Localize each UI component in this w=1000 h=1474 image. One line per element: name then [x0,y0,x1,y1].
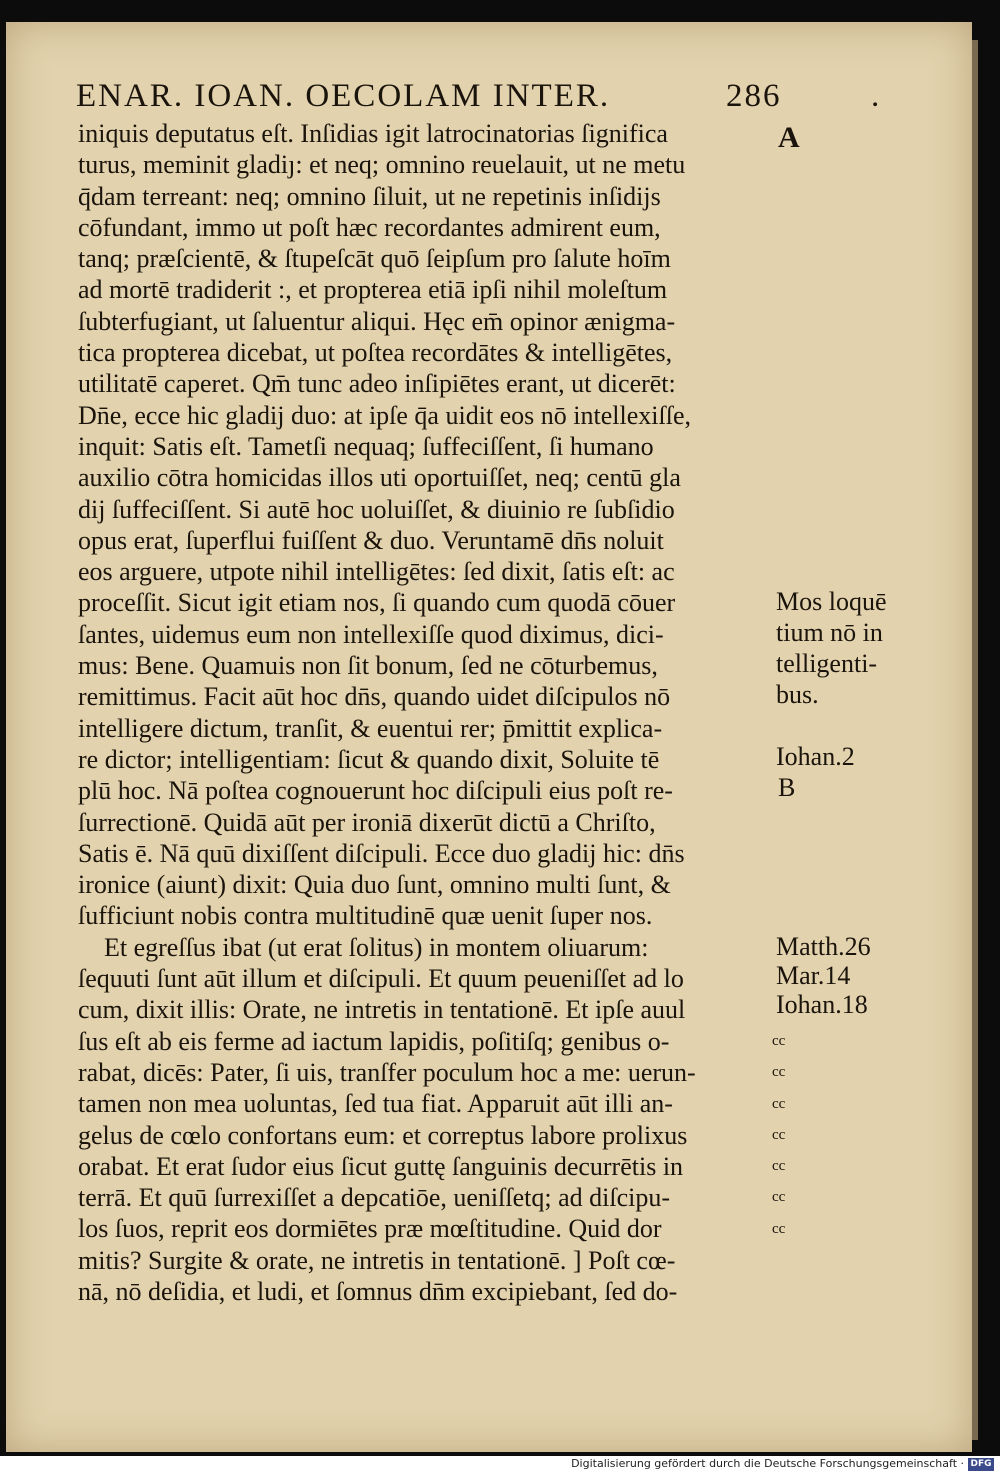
margin-note-mos-loquentium [776,586,887,710]
quote-mark: cc [772,1064,786,1081]
text-line: terrā. Et quū ſurrexiſſet a depcatiōe, ueniſſetq; ad diſcipu- [78,1183,670,1213]
text-line: Et egreſſus ibat (ut erat ſolitus) in montem oliuarum: [104,932,649,962]
margin-ref-matth: Matth.26 [776,932,871,961]
text-line: nā, nō deſidia, et ludi, et ſomnus dn̄m excipiebant, ſed do- [78,1276,678,1306]
text-line: ironice (aiunt) dixit: Quia duo ſunt, omnino multi ſunt, & [78,870,671,900]
text-line: q̄dam terreant: neq; omnino ſiluit, ut ne repetinis inſidijs [78,181,661,211]
margin-note-line: Mos loquē [776,587,887,616]
margin-ref-iohan-18: Iohan.18 [776,990,868,1019]
quotation-marks [772,1033,785,1252]
margin-note-line: telligenti- [776,649,878,678]
text-line: iniquis deputatus eſt. Inſidias igit latrocinatorias ſignifica [78,119,668,148]
text-line: re dictor; intelligentiam: ſicut & quando dixit, Soluite tē [78,744,660,774]
footer-bar [0,1456,1000,1474]
dfg-logo: DFG [968,1458,994,1471]
body-text [78,118,778,1307]
text-line: tanq; præſcientē, & ſtupeſcāt quō ſeipſum pro ſalute hoīm [78,244,671,274]
text-line: intelligere dictum, tranſit, & euentui rer; p̄mittit explica- [78,713,663,743]
text-line: inquit: Satis eſt. Tametſi nequaq; ſuffeciſſent, ſi humano [78,431,654,461]
quote-mark: cc [772,1033,786,1049]
text-line: ſus eſt ab eis ferme ad iactum lapidis, poſitiſq; genibus o- [78,1026,670,1056]
text-line: turus, meminit gladiȷ: et neq; omnino reuelauit, ut ne metu [78,150,686,180]
text-line: plū hoc. Nā poſtea cognouerunt hoc diſcipuli eius poſt re- [78,776,673,806]
text-line: Dn̄e, ecce hic gladij duo: at ipſe q̄a uidit eos nō intellexiſſe, [78,400,691,430]
text-line: gelus de cœlo confortans eum: et correptus labore prolixus [78,1120,688,1150]
text-line: mus: Bene. Quamuis non ſit bonum, ſed ne cōturbemus, [78,651,658,681]
text-line: cum, dixit illis: Orate, ne intretis in tentationē. Et ipſe auul [78,995,686,1025]
text-line: ſufficiunt nobis contra multitudinē quæ uenit ſuper nos. [78,901,653,931]
margin-note-line: bus. [776,680,819,709]
text-line: utilitatē caperet. Qm̄ tunc adeo inſipiētes erant, ut dicerēt: [78,369,676,399]
text-line: cōfundant, immo ut poſt hæc recordantes admirent eum, [78,212,661,242]
text-line: opus erat, ſuperflui fuiſſent & duo. Veruntamē dn̄s noluit [78,525,664,555]
page-edge [972,40,978,1440]
text-line: dij ſuffeciſſent. Si autē hoc uoluiſſet, & diuinio re ſubſidio [78,494,675,524]
text-line: los ſuos, reprit eos dormiētes præ mœſtitudine. Quid dor [78,1214,662,1244]
text-line: ſequuti ſunt aūt illum et diſcipuli. Et quum peueniſſet ad lo [78,964,684,994]
text-line: remittimus. Facit aūt hoc dn̄s, quando uidet diſcipulos nō [78,682,671,712]
page-number: 286 [726,78,782,114]
margin-refs [776,932,871,1019]
text-line: eos arguere, utpote nihil intelligētes: ſed dixit, ſatis eſt: ac [78,557,675,587]
text-line: orabat. Et erat ſudor eius ſicut guttę ſanguinis decurrētis in [78,1151,684,1181]
text-line: mitis? Surgite & orate, ne intretis in tentationē. ] Poſt cœ- [78,1245,676,1275]
margin-letter-a: A [778,121,800,154]
text-line: ad mortē tradiderit :, et propterea etiā ipſi nihil moleſtum [78,275,668,305]
margin-note-line: tium nō in [776,618,883,647]
text-line: ſantes, uidemus eum non intellexiſſe quod diximus, dici- [78,619,664,649]
running-title: ENAR. IOAN. OECOLAM INTER. [76,78,611,114]
text-line: proceſſit. Sicut igit etiam nos, ſi quando cum quodā cōuer [78,588,676,618]
text-line: Satis ē. Nā quū dixiſſent diſcipuli. Ecce duo gladij hic: dn̄s [78,838,685,868]
margin-letter-b: B [778,773,796,802]
quote-mark: cc [772,1095,786,1112]
margin-ref-mar: Mar.14 [776,961,851,990]
header-dot: . [871,78,882,114]
running-header [76,78,882,120]
text-line: ſurrectionē. Quidā aūt per ironiā dixerūt dictū a Chriſto, [78,807,656,837]
quote-mark: cc [772,1189,786,1206]
text-line: ſubterfugiant, ut ſaluentur aliqui. Hęc em̄ opinor ænigma- [78,306,676,336]
text-line: auxilio cōtra homicidas illos uti oportuiſſet, neq; centū gla [78,463,681,493]
quote-mark: cc [772,1220,786,1237]
footer-text: Digitalisierung gefördert durch die Deutsche Forschungsgemeinschaft · [571,1457,964,1470]
text-line: rabat, dicēs: Pater, ſi uis, tranſfer poculum hoc a me: uerun- [78,1057,696,1087]
quote-mark: cc [772,1126,786,1143]
text-line: tica propterea dicebat, ut poſtea recordātes & intelligētes, [78,338,673,368]
margin-ref-iohan-2: Iohan.2 [776,742,855,771]
quote-mark: cc [772,1158,786,1175]
text-line: tamen non mea uoluntas, ſed tua fiat. Apparuit aūt illi an- [78,1089,673,1119]
